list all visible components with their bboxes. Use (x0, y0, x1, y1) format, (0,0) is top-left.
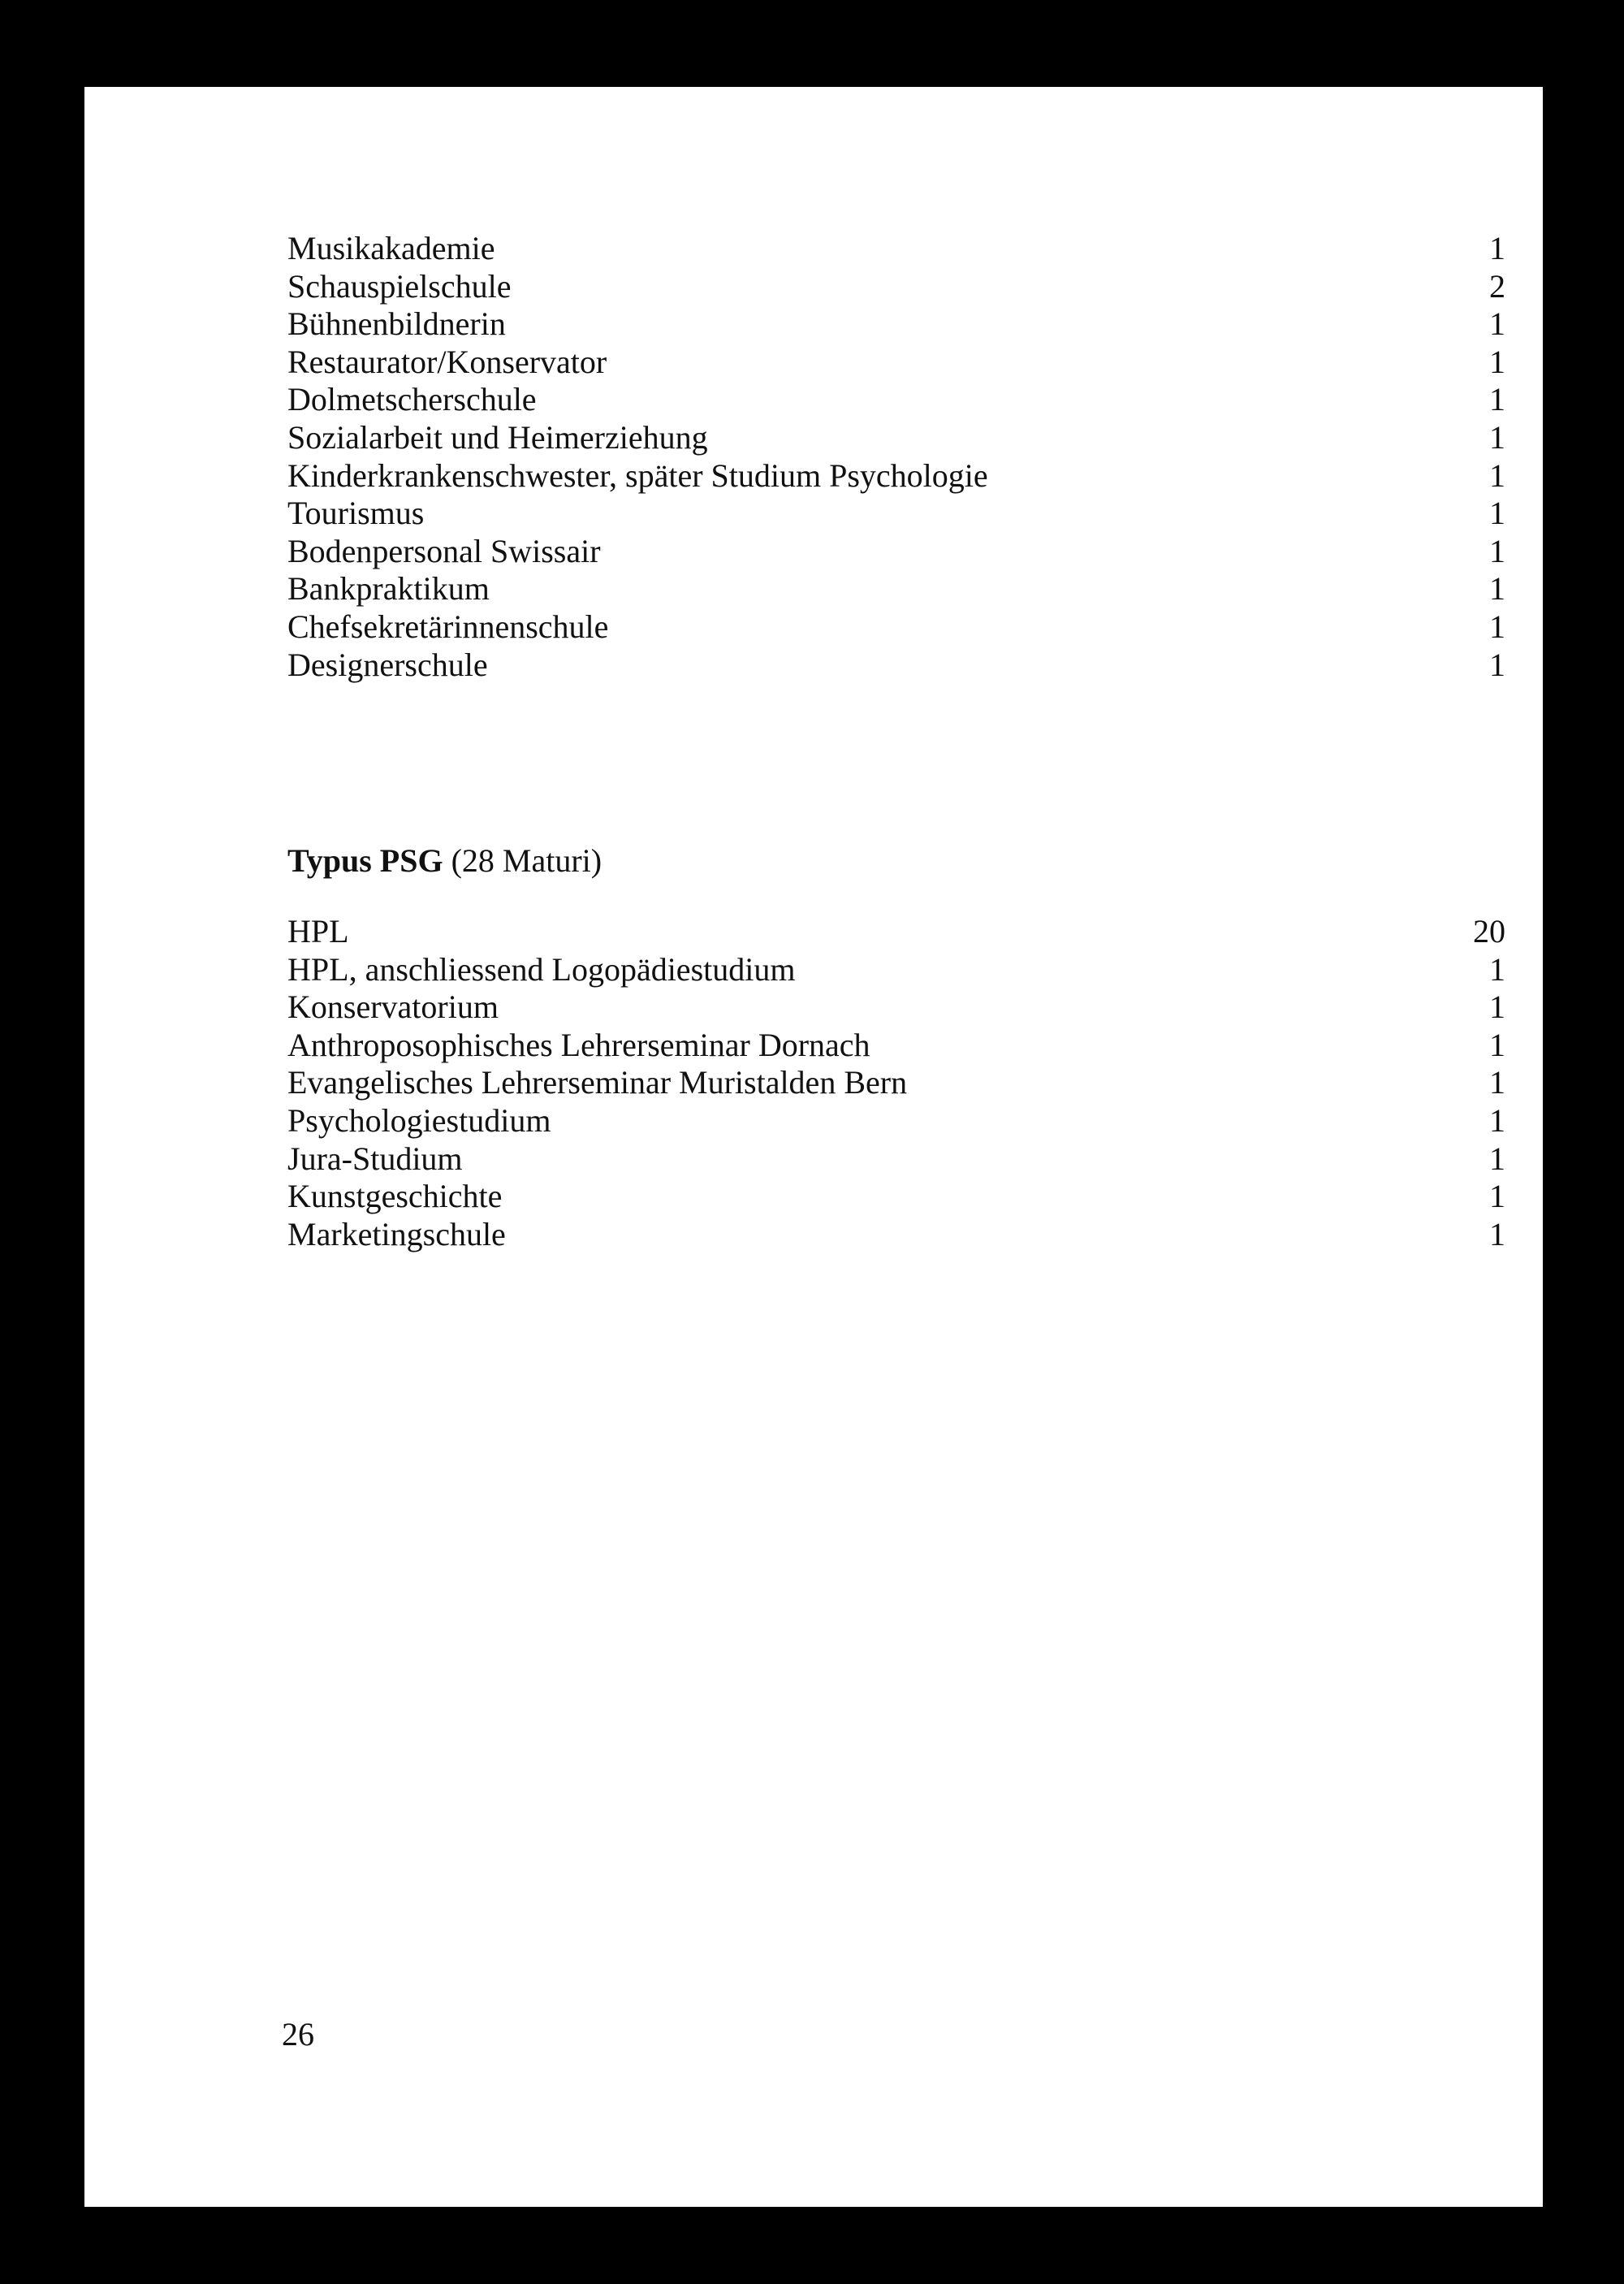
list-item-label: Bankpraktikum (287, 570, 490, 608)
destination-list-psg (287, 913, 1505, 1253)
list-item-label: Tourismus (287, 495, 425, 532)
list-item-label: Restaurator/Konservator (287, 343, 607, 380)
list-item-label: Konservatorium (287, 988, 499, 1026)
list-item (287, 1027, 1505, 1065)
list-item (287, 913, 1505, 951)
list-item-count: 1 (1489, 532, 1505, 569)
list-item-count: 1 (1489, 608, 1505, 645)
destination-list-top (287, 230, 1505, 684)
list-item (287, 647, 1505, 685)
list-item (287, 570, 1505, 608)
list-item-count: 1 (1489, 1101, 1505, 1139)
list-item (287, 608, 1505, 647)
list-item-count: 1 (1489, 950, 1505, 988)
section-heading-subtitle: (28 Maturi) (443, 842, 603, 879)
section-heading (287, 842, 602, 880)
list-item-label: Designerschule (287, 646, 488, 683)
list-item-label: Chefsekretärinnenschule (287, 608, 609, 645)
list-item-label: Anthroposophisches Lehrerseminar Dornach (287, 1026, 870, 1063)
list-item-label: Bühnenbildnerin (287, 305, 506, 343)
list-item-count: 1 (1489, 418, 1505, 456)
list-item-count: 1 (1489, 1064, 1505, 1101)
list-item-count: 2 (1489, 267, 1505, 305)
list-item-label: Kinderkrankenschwester, später Studium Psychologie (287, 456, 988, 494)
list-item-label: Bodenpersonal Swissair (287, 532, 601, 569)
list-item (287, 1102, 1505, 1140)
list-item-label: Kunstgeschichte (287, 1178, 503, 1215)
list-item-count: 1 (1489, 230, 1505, 266)
page-number: 26 (282, 2016, 314, 2053)
list-item-label: Jura-Studium (287, 1140, 463, 1177)
list-item (287, 1140, 1505, 1179)
list-item-label: Schauspielschule (287, 267, 512, 305)
list-item-count: 1 (1489, 1178, 1505, 1215)
list-item-count: 1 (1489, 305, 1505, 343)
list-item (287, 268, 1505, 306)
document-page (84, 87, 1543, 2207)
list-item-count: 1 (1489, 646, 1505, 683)
list-item (287, 495, 1505, 533)
list-item-count: 1 (1489, 495, 1505, 532)
list-item (287, 1178, 1505, 1216)
list-item-count: 1 (1489, 343, 1505, 380)
list-item (287, 344, 1505, 382)
list-item-label: Evangelisches Lehrerseminar Muristalden Bern (287, 1064, 908, 1101)
list-item-count: 1 (1489, 1215, 1505, 1252)
list-item-count: 1 (1489, 1140, 1505, 1177)
list-item-label: HPL (287, 913, 349, 950)
list-item (287, 305, 1505, 344)
list-item-label: Marketingschule (287, 1215, 506, 1252)
list-item-label: Sozialarbeit und Heimerziehung (287, 418, 708, 456)
list-item (287, 457, 1505, 495)
list-item-count: 1 (1489, 988, 1505, 1026)
list-item-label: HPL, anschliessend Logopädiestudium (287, 950, 796, 988)
list-item (287, 533, 1505, 571)
list-item-count: 1 (1489, 381, 1505, 418)
list-item-label: Musikakademie (287, 230, 495, 266)
list-item (287, 988, 1505, 1027)
list-item-count: 1 (1489, 570, 1505, 608)
list-item (287, 951, 1505, 989)
list-item (287, 1216, 1505, 1254)
list-item (287, 419, 1505, 457)
list-item-count: 1 (1489, 1026, 1505, 1063)
list-item (287, 1064, 1505, 1102)
list-item (287, 230, 1505, 268)
list-item-count: 20 (1473, 913, 1505, 950)
list-item-label: Dolmetscherschule (287, 381, 537, 418)
list-item-label: Psychologiestudium (287, 1101, 551, 1139)
list-item (287, 381, 1505, 419)
list-item-count: 1 (1489, 456, 1505, 494)
section-heading-title: Typus PSG (287, 842, 443, 879)
